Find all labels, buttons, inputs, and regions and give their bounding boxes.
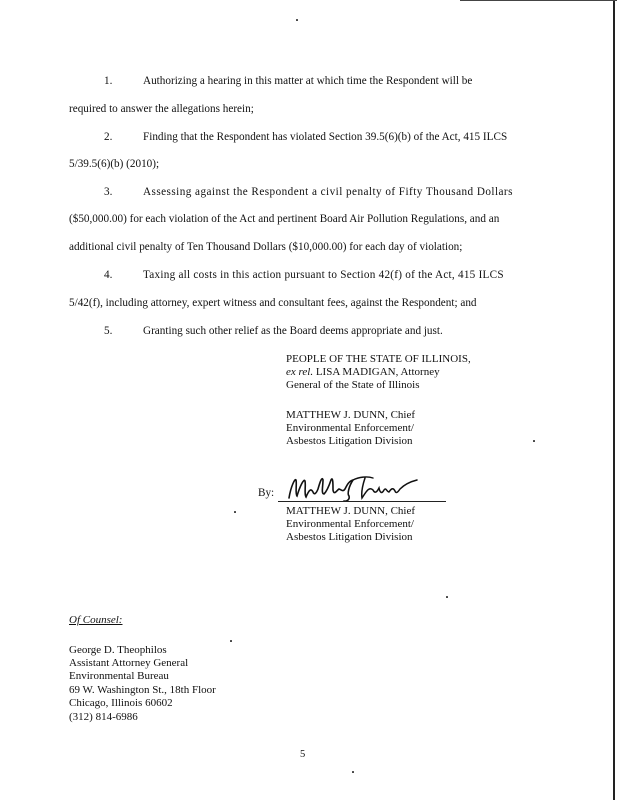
paragraph-1-line-1: Authorizing a hearing in this matter at which time the Respondent will be <box>143 75 473 87</box>
scan-speck <box>533 440 535 442</box>
plaintiff-block <box>286 353 471 392</box>
counsel-line-4: 69 W. Washington St., 18th Floor <box>69 684 216 696</box>
paragraph-5-number: 5. <box>104 325 113 337</box>
paragraph-4-line-2: 5/42(f), including attorney, expert witness and consultant fees, against the Respondent; and <box>69 297 477 309</box>
counsel-line-2: Assistant Attorney General <box>69 657 189 669</box>
counsel-line-6: (312) 814-6986 <box>69 711 138 723</box>
plaintiff-line-1: PEOPLE OF THE STATE OF ILLINOIS, <box>286 353 471 365</box>
paragraph-3-line-2: ($50,000.00) for each violation of the Act and pertinent Board Air Pollution Regulations, and an <box>69 213 500 225</box>
scan-edge-right <box>613 0 615 800</box>
scan-speck <box>446 596 448 598</box>
counsel-line-5: Chicago, Illinois 60602 <box>69 697 173 709</box>
scan-speck <box>230 640 232 642</box>
paragraph-2-line-1: Finding that the Respondent has violated Section 39.5(6)(b) of the Act, 415 ILCS <box>143 131 508 143</box>
chief-line-3: Asbestos Litigation Division <box>286 435 413 447</box>
scan-speck <box>296 19 298 21</box>
paragraph-5-line-1: Granting such other relief as the Board deems appropriate and just. <box>143 325 443 337</box>
scan-speck <box>234 511 236 513</box>
signature-line <box>278 501 446 502</box>
plaintiff-line-2 <box>286 366 471 379</box>
paragraph-3-line-1: Assessing against the Respondent a civil penalty of Fifty Thousand Dollars <box>143 186 513 198</box>
signer-line-2: Environmental Enforcement/ <box>286 518 414 530</box>
counsel-line-3: Environmental Bureau <box>69 670 169 682</box>
scan-edge-top <box>460 0 617 1</box>
paragraph-1-number: 1. <box>104 75 113 87</box>
of-counsel-heading: Of Counsel: <box>69 614 123 626</box>
ex-rel-text: ex rel. <box>286 366 314 378</box>
by-label: By: <box>258 487 275 499</box>
chief-block <box>286 409 415 448</box>
plaintiff-line-2-rest: LISA MADIGAN, Attorney <box>313 366 440 378</box>
chief-line-1: MATTHEW J. DUNN, Chief <box>286 409 416 421</box>
counsel-line-1: George D. Theophilos <box>69 644 167 656</box>
scan-speck <box>352 771 354 773</box>
plaintiff-line-3: General of the State of Illinois <box>286 379 420 391</box>
page-number: 5 <box>300 749 306 760</box>
signer-line-1: MATTHEW J. DUNN, Chief <box>286 505 416 517</box>
paragraph-4-line-1: Taxing all costs in this action pursuant to Section 42(f) of the Act, 415 ILCS <box>143 269 504 281</box>
signer-line-3: Asbestos Litigation Division <box>286 531 413 543</box>
paragraph-3-number: 3. <box>104 186 113 198</box>
paragraph-4-number: 4. <box>104 269 113 281</box>
signer-block <box>286 505 415 544</box>
paragraph-3-line-3: additional civil penalty of Ten Thousand Dollars ($10,000.00) for each day of violation; <box>69 241 463 253</box>
paragraph-2-number: 2. <box>104 131 113 143</box>
chief-line-2: Environmental Enforcement/ <box>286 422 414 434</box>
paragraph-1-line-2: required to answer the allegations herein; <box>69 103 254 115</box>
paragraph-2-line-2: 5/39.5(6)(b) (2010); <box>69 158 160 170</box>
